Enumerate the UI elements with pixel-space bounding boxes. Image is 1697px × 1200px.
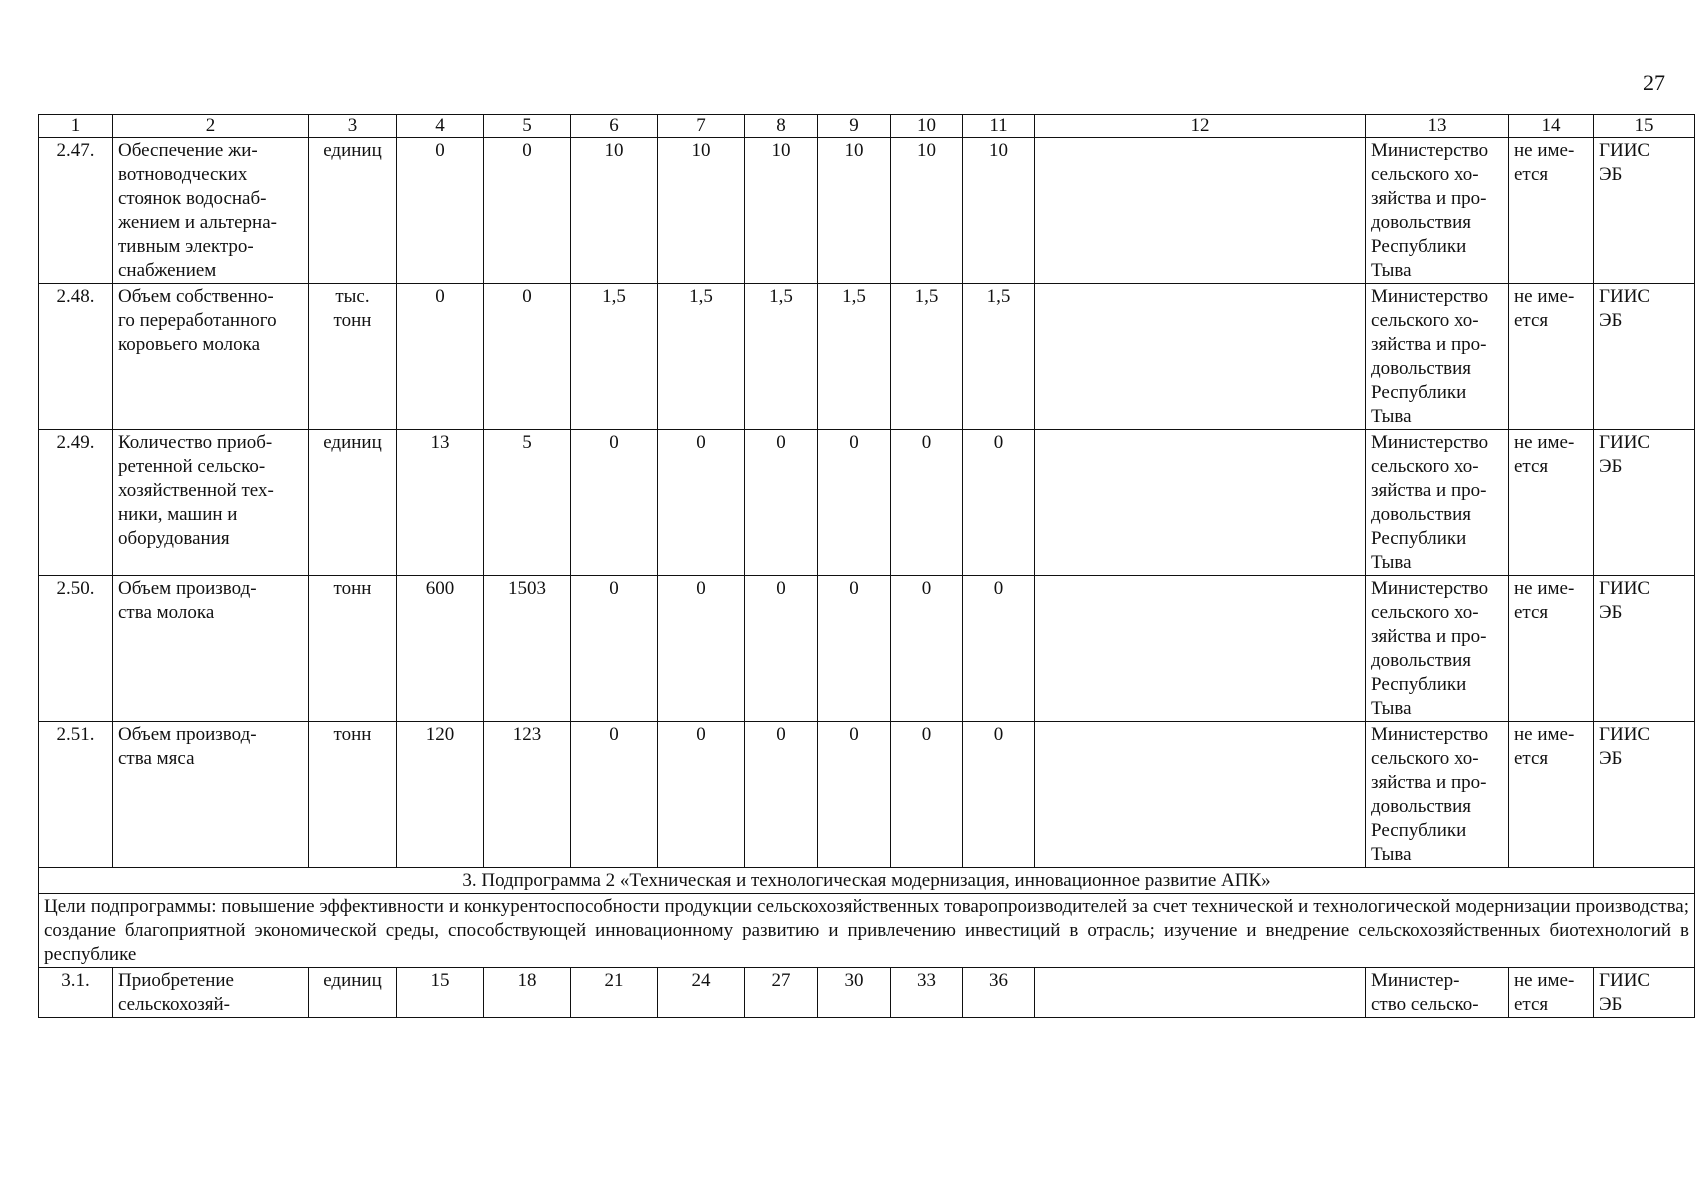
- value-cell: 10: [891, 138, 963, 284]
- table-row: [39, 284, 1695, 430]
- value-cell: 36: [963, 968, 1035, 1018]
- value-cell: 0: [745, 576, 818, 722]
- header-cell: 15: [1594, 115, 1695, 138]
- value-cell: 0: [658, 576, 745, 722]
- unit-cell: тыс. тонн: [309, 284, 397, 430]
- value-cell: 0: [891, 430, 963, 576]
- empty-cell: [1035, 138, 1366, 284]
- column-number-header: [39, 115, 1695, 138]
- empty-cell: [1035, 722, 1366, 868]
- value-cell: 0: [963, 722, 1035, 868]
- value-cell: 0: [963, 576, 1035, 722]
- source-cell: ГИИС ЭБ: [1594, 138, 1695, 284]
- source-cell: ГИИС ЭБ: [1594, 284, 1695, 430]
- value-cell: 1,5: [818, 284, 891, 430]
- unit-cell: тонн: [309, 576, 397, 722]
- value-cell: 0: [571, 430, 658, 576]
- value-cell: 0: [571, 722, 658, 868]
- value-cell: 0: [818, 430, 891, 576]
- header-cell: 12: [1035, 115, 1366, 138]
- value-cell: 0: [745, 430, 818, 576]
- value-cell: 1,5: [745, 284, 818, 430]
- value-cell: 0: [818, 722, 891, 868]
- value-cell: 120: [397, 722, 484, 868]
- unit-cell: единиц: [309, 430, 397, 576]
- value-cell: 15: [397, 968, 484, 1018]
- note-cell: не име- ется: [1509, 968, 1594, 1018]
- value-cell: 33: [891, 968, 963, 1018]
- value-cell: 0: [571, 576, 658, 722]
- note-cell: не име- ется: [1509, 138, 1594, 284]
- responsible-cell: Министерство сельского хо- зяйства и про- довольствия Республики Тыва: [1366, 138, 1509, 284]
- indicator-name: Обеспечение жи- вотноводческих стоянок водоснаб- жением и альтерна- тивным электро- снабжением: [113, 138, 309, 284]
- table-row: [39, 138, 1695, 284]
- table-row: [39, 576, 1695, 722]
- value-cell: 27: [745, 968, 818, 1018]
- row-number: 2.49.: [39, 430, 113, 576]
- value-cell: 0: [397, 284, 484, 430]
- value-cell: 0: [484, 138, 571, 284]
- value-cell: 21: [571, 968, 658, 1018]
- value-cell: 0: [484, 284, 571, 430]
- row-number: 2.47.: [39, 138, 113, 284]
- source-cell: ГИИС ЭБ: [1594, 722, 1695, 868]
- value-cell: 0: [397, 138, 484, 284]
- note-cell: не име- ется: [1509, 576, 1594, 722]
- unit-cell: единиц: [309, 138, 397, 284]
- responsible-cell: Министерство сельского хо- зяйства и про- довольствия Республики Тыва: [1366, 284, 1509, 430]
- value-cell: 0: [658, 722, 745, 868]
- value-cell: 10: [571, 138, 658, 284]
- table-row: [39, 430, 1695, 576]
- header-cell: 6: [571, 115, 658, 138]
- responsible-cell: Министерство сельского хо- зяйства и про- довольствия Республики Тыва: [1366, 430, 1509, 576]
- header-cell: 5: [484, 115, 571, 138]
- source-cell: ГИИС ЭБ: [1594, 576, 1695, 722]
- indicator-name: Количество приоб- ретенной сельско- хозяйственной тех- ники, машин и оборудования: [113, 430, 309, 576]
- row-number: 2.51.: [39, 722, 113, 868]
- value-cell: 0: [963, 430, 1035, 576]
- value-cell: 24: [658, 968, 745, 1018]
- section-title: 3. Подпрограмма 2 «Техническая и технологическая модернизация, инновационное развитие АПК»: [39, 868, 1695, 894]
- unit-cell: единиц: [309, 968, 397, 1018]
- value-cell: 0: [818, 576, 891, 722]
- responsible-cell: Министерство сельского хо- зяйства и про- довольствия Республики Тыва: [1366, 576, 1509, 722]
- value-cell: 10: [658, 138, 745, 284]
- header-cell: 4: [397, 115, 484, 138]
- indicator-name: Приобретение сельскохозяй-: [113, 968, 309, 1018]
- header-cell: 10: [891, 115, 963, 138]
- row-number: 3.1.: [39, 968, 113, 1018]
- header-cell: 11: [963, 115, 1035, 138]
- value-cell: 1,5: [963, 284, 1035, 430]
- value-cell: 1503: [484, 576, 571, 722]
- value-cell: 18: [484, 968, 571, 1018]
- empty-cell: [1035, 576, 1366, 722]
- value-cell: 1,5: [571, 284, 658, 430]
- indicator-name: Объем собственно- го переработанного коровьего молока: [113, 284, 309, 430]
- value-cell: 30: [818, 968, 891, 1018]
- value-cell: 123: [484, 722, 571, 868]
- note-cell: не име- ется: [1509, 722, 1594, 868]
- header-cell: 2: [113, 115, 309, 138]
- section-goals-row: [39, 894, 1695, 968]
- value-cell: 0: [745, 722, 818, 868]
- header-cell: 3: [309, 115, 397, 138]
- indicators-table: [38, 114, 1695, 1018]
- header-cell: 9: [818, 115, 891, 138]
- page-number: 27: [1643, 70, 1665, 95]
- unit-cell: тонн: [309, 722, 397, 868]
- header-cell: 8: [745, 115, 818, 138]
- value-cell: 1,5: [891, 284, 963, 430]
- empty-cell: [1035, 430, 1366, 576]
- section-title-row: [39, 868, 1695, 894]
- value-cell: 1,5: [658, 284, 745, 430]
- row-number: 2.48.: [39, 284, 113, 430]
- source-cell: ГИИС ЭБ: [1594, 430, 1695, 576]
- header-cell: 1: [39, 115, 113, 138]
- empty-cell: [1035, 968, 1366, 1018]
- indicator-name: Объем производ- ства мяса: [113, 722, 309, 868]
- row-number: 2.50.: [39, 576, 113, 722]
- responsible-cell: Министерство сельского хо- зяйства и про- довольствия Республики Тыва: [1366, 722, 1509, 868]
- header-cell: 13: [1366, 115, 1509, 138]
- value-cell: 600: [397, 576, 484, 722]
- responsible-cell: Министер- ство сельско-: [1366, 968, 1509, 1018]
- table-row: [39, 722, 1695, 868]
- value-cell: 10: [818, 138, 891, 284]
- empty-cell: [1035, 284, 1366, 430]
- note-cell: не име- ется: [1509, 284, 1594, 430]
- note-cell: не име- ется: [1509, 430, 1594, 576]
- value-cell: 5: [484, 430, 571, 576]
- value-cell: 0: [891, 722, 963, 868]
- table-row: [39, 968, 1695, 1018]
- value-cell: 10: [745, 138, 818, 284]
- header-cell: 14: [1509, 115, 1594, 138]
- section-goals: Цели подпрограммы: повышение эффективности и конкурентоспособности продукции сельскохозяйственных товаропроизводителей за счет технической и технологической модернизации производства; создание благоприятной экономической среды, способствующей инновационному развитию и привлечению инвестиций в отрасль; изучение и внедрение сельскохозяйственных биотехнологий в республике: [39, 894, 1695, 968]
- value-cell: 0: [658, 430, 745, 576]
- value-cell: 0: [891, 576, 963, 722]
- value-cell: 10: [963, 138, 1035, 284]
- indicator-name: Объем производ- ства молока: [113, 576, 309, 722]
- header-cell: 7: [658, 115, 745, 138]
- source-cell: ГИИС ЭБ: [1594, 968, 1695, 1018]
- value-cell: 13: [397, 430, 484, 576]
